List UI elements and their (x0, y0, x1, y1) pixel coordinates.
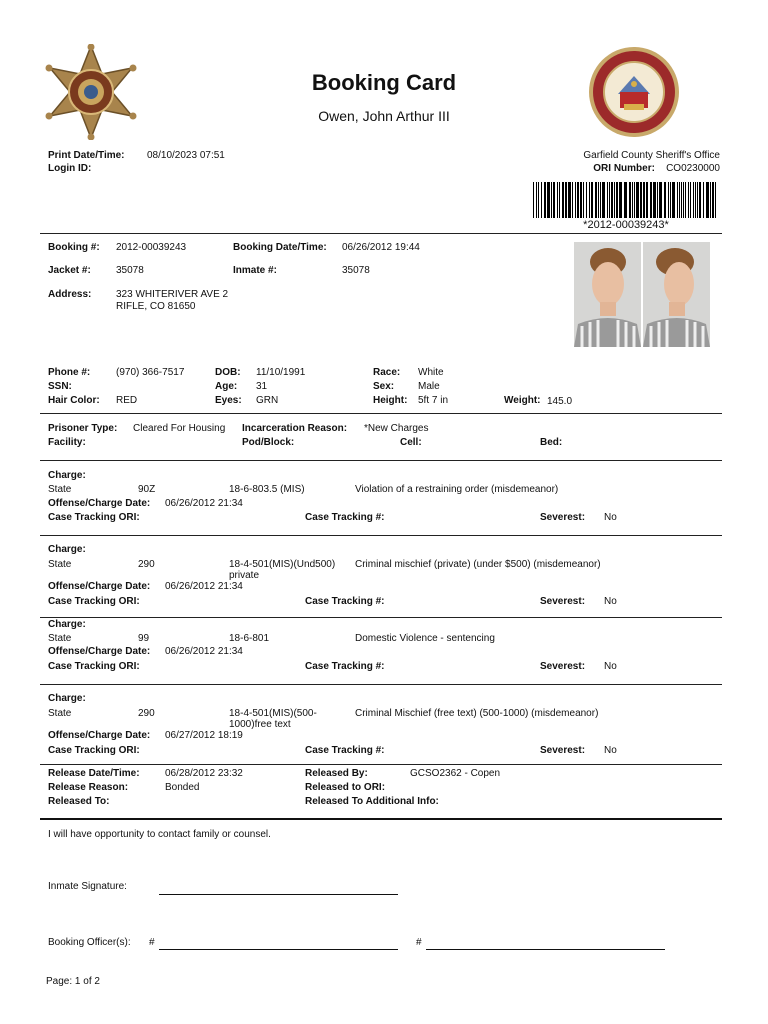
severest-value: No (604, 596, 617, 607)
officer-signature-line (159, 949, 398, 950)
prisoner-type-label: Prisoner Type: (48, 423, 118, 434)
height: 5ft 7 in (418, 395, 449, 406)
charge-statute: 18-4-501(MIS)(500- (229, 708, 317, 719)
case-tracking-ori-label: Case Tracking ORI: (48, 745, 140, 756)
charge-code: 90Z (138, 484, 156, 495)
page-number: Page: 1 of 2 (46, 976, 100, 987)
severest-value: No (604, 745, 617, 756)
colorado-seal-icon (588, 46, 680, 138)
released-by: GCSO2362 - Copen (410, 768, 501, 779)
phone: (970) 366-7517 (116, 367, 185, 378)
booking-datetime-label: Booking Date/Time: (233, 242, 327, 253)
charge-code: 290 (138, 708, 155, 719)
jacket-number: 35078 (116, 265, 144, 276)
weight-label: Weight: (504, 395, 541, 406)
ori-label: ORI Number: (593, 163, 655, 174)
divider (40, 684, 722, 685)
divider (40, 535, 722, 536)
hair-label: Hair Color: (48, 395, 100, 406)
severest-label: Severest: (540, 745, 586, 756)
eyes: GRN (256, 395, 279, 406)
inmate-signature-line (159, 894, 398, 895)
divider (40, 617, 722, 618)
released-by-label: Released By: (305, 768, 368, 779)
severest-value: No (604, 661, 617, 672)
charge-jurisdiction: State (48, 559, 72, 570)
sex: Male (418, 381, 440, 392)
eyes-label: Eyes: (215, 395, 242, 406)
race-label: Race: (373, 367, 401, 378)
case-tracking-ori-label: Case Tracking ORI: (48, 512, 140, 523)
release-reason: Bonded (165, 782, 200, 793)
prisoner-type: Cleared For Housing (133, 423, 226, 434)
login-id-label: Login ID: (48, 163, 92, 174)
offense-date-label: Offense/Charge Date: (48, 498, 151, 509)
charge-statute: 18-4-501(MIS)(Und500) (229, 559, 336, 570)
height-label: Height: (373, 395, 408, 406)
charge-label: Charge: (48, 470, 86, 481)
charge-jurisdiction: State (48, 708, 72, 719)
officer-hash: # (149, 937, 155, 948)
hair: RED (116, 395, 138, 406)
offense-date-label: Offense/Charge Date: (48, 646, 151, 657)
booking-number-label: Booking #: (48, 242, 100, 253)
cell-label: Cell: (400, 437, 422, 448)
ori-number (593, 163, 720, 174)
offense-date-label: Offense/Charge Date: (48, 581, 151, 592)
print-date-value: 08/10/2023 07:51 (147, 150, 225, 161)
dob: 11/10/1991 (256, 367, 306, 378)
booking-officer-label: Booking Officer(s): (48, 937, 131, 948)
booking-datetime: 06/26/2012 19:44 (342, 242, 420, 253)
barcode-text: *2012-00039243* (583, 219, 669, 231)
jacket-label: Jacket #: (48, 265, 91, 276)
severest-label: Severest: (540, 661, 586, 672)
print-date-label: Print Date/Time: (48, 150, 125, 161)
charge-description: Criminal mischief (private) (under $500) (misdemeanor) (355, 559, 601, 570)
charge-statute: 18-6-801 (229, 633, 270, 644)
offense-date: 06/27/2012 18:19 (165, 730, 243, 741)
charge-label: Charge: (48, 544, 86, 555)
address-line-1: 323 WHITERIVER AVE 2 (116, 289, 229, 300)
age: 31 (256, 381, 268, 392)
sex-label: Sex: (373, 381, 395, 392)
severest-label: Severest: (540, 596, 586, 607)
charge-jurisdiction: State (48, 484, 72, 495)
offense-date: 06/26/2012 21:34 (165, 498, 243, 509)
address-line-2: RIFLE, CO 81650 (116, 301, 196, 312)
divider (40, 764, 722, 765)
offense-date-label: Offense/Charge Date: (48, 730, 151, 741)
divider (40, 818, 722, 820)
offense-date: 06/26/2012 21:34 (165, 581, 243, 592)
mugshot-front (574, 242, 641, 347)
offense-date: 06/26/2012 21:34 (165, 646, 243, 657)
inmate-name: Owen, John Arthur III (318, 108, 450, 124)
charge-label: Charge: (48, 693, 86, 704)
booking-number: 2012-00039243 (116, 242, 187, 253)
charge-statute: 18-6-803.5 (MIS) (229, 484, 305, 495)
released-to-info-label: Released To Additional Info: (305, 796, 439, 807)
release-reason-label: Release Reason: (48, 782, 129, 793)
released-to-label: Released To: (48, 796, 110, 807)
incarceration-reason: *New Charges (364, 423, 429, 434)
address-label: Address: (48, 289, 92, 300)
age-label: Age: (215, 381, 238, 392)
incarceration-reason-label: Incarceration Reason: (242, 423, 348, 434)
ori-value: CO0230000 (666, 163, 720, 174)
charge-description: Domestic Violence - sentencing (355, 633, 495, 644)
divider (40, 233, 722, 234)
case-tracking-ori-label: Case Tracking ORI: (48, 596, 140, 607)
case-tracking-number-label: Case Tracking #: (305, 512, 385, 523)
bed-label: Bed: (540, 437, 563, 448)
case-tracking-number-label: Case Tracking #: (305, 745, 385, 756)
charge-statute-cont: 1000)free text (229, 719, 291, 730)
page-title: Booking Card (311, 70, 457, 95)
mugshot-profile (643, 242, 710, 347)
facility-label: Facility: (48, 437, 86, 448)
release-date-label: Release Date/Time: (48, 768, 140, 779)
phone-label: Phone #: (48, 367, 91, 378)
divider (40, 460, 722, 461)
released-to-ori-label: Released to ORI: (305, 782, 386, 793)
charge-description: Violation of a restraining order (misdemeanor) (355, 484, 559, 495)
charge-label: Charge: (48, 619, 86, 630)
race: White (418, 367, 444, 378)
charge-code: 290 (138, 559, 155, 570)
charge-statute-cont: private (229, 570, 260, 581)
officer-hash: # (416, 937, 422, 948)
case-tracking-number-label: Case Tracking #: (305, 596, 385, 607)
rights-statement: I will have opportunity to contact family or counsel. (48, 829, 271, 840)
case-tracking-ori-label: Case Tracking ORI: (48, 661, 140, 672)
office-name: Garfield County Sheriff's Office (583, 150, 720, 161)
release-date: 06/28/2012 23:32 (165, 768, 243, 779)
weight: 145.0 (547, 396, 573, 407)
barcode (533, 182, 719, 218)
pod-block-label: Pod/Block: (242, 437, 295, 448)
case-tracking-number-label: Case Tracking #: (305, 661, 385, 672)
severest-value: No (604, 512, 617, 523)
inmate-signature-label: Inmate Signature: (48, 881, 127, 892)
officer-signature-line (426, 949, 665, 950)
charge-description: Criminal Mischief (free text) (500-1000) (misdemeanor) (355, 708, 599, 719)
charge-jurisdiction: State (48, 633, 72, 644)
dob-label: DOB: (215, 367, 241, 378)
ssn-label: SSN: (48, 381, 72, 392)
severest-label: Severest: (540, 512, 586, 523)
inmate-number-label: Inmate #: (233, 265, 277, 276)
divider (40, 413, 722, 414)
charge-code: 99 (138, 633, 150, 644)
inmate-number: 35078 (342, 265, 370, 276)
